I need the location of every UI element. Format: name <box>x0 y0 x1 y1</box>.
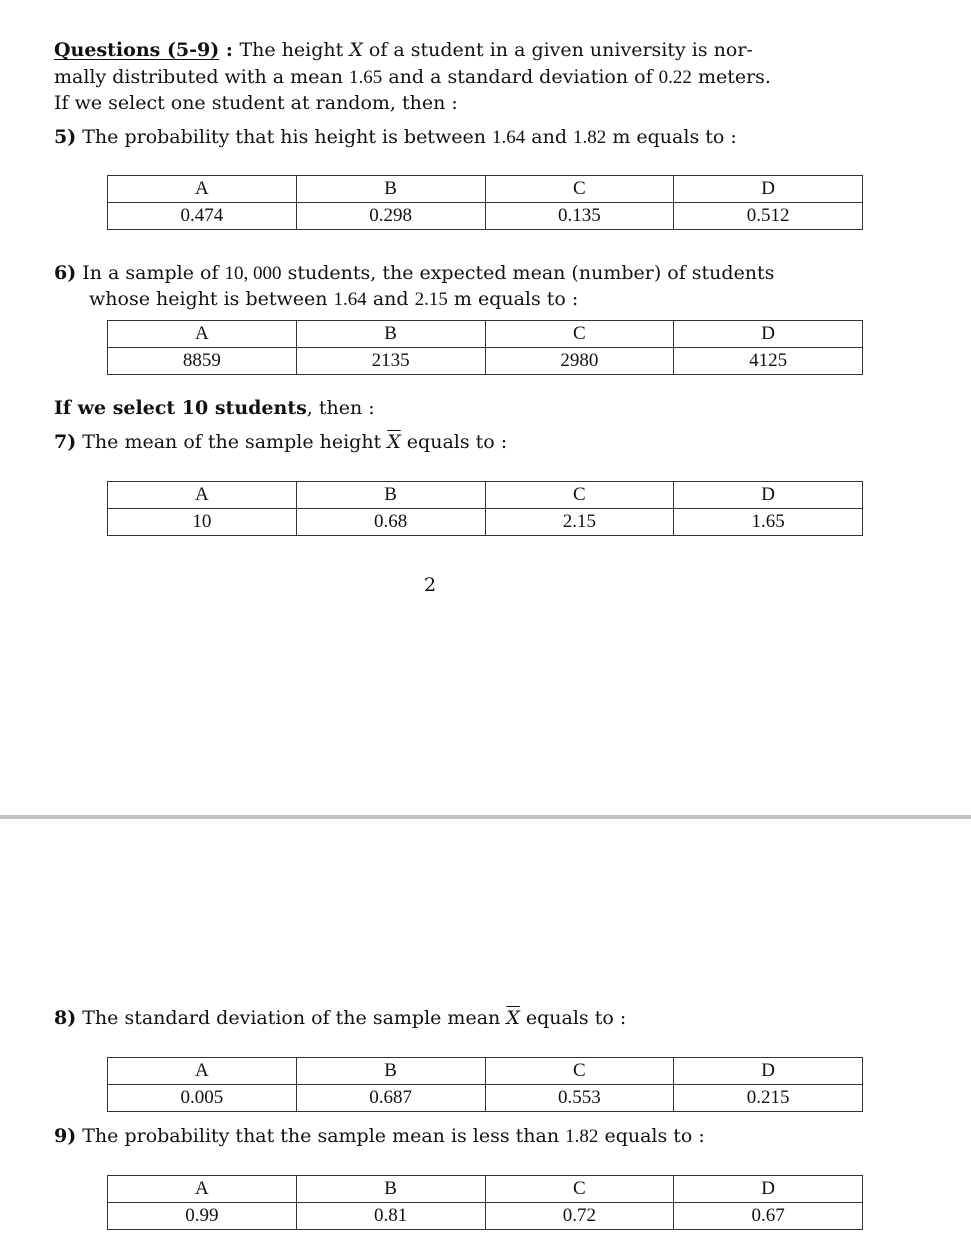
table-header-row <box>108 1176 863 1203</box>
option-d-header: D <box>674 1176 863 1203</box>
option-b-value: 2135 <box>296 348 485 375</box>
page-number: 2 <box>424 574 437 596</box>
option-b-value: 0.687 <box>296 1085 485 1112</box>
option-a-header: A <box>108 482 297 509</box>
intro-line-2: mally distributed with a mean 1.65 and a standard deviation of 0.22 meters. <box>54 66 771 88</box>
option-b-header: B <box>296 321 485 348</box>
option-b-header: B <box>296 1058 485 1085</box>
question-6-line-2: whose height is between 1.64 and 2.15 m equals to : <box>89 288 579 310</box>
option-d-header: D <box>674 1058 863 1085</box>
table-header-row <box>108 321 863 348</box>
option-c-value: 0.72 <box>485 1203 674 1230</box>
intro-line-3: If we select one student at random, then : <box>54 92 458 114</box>
option-a-value: 10 <box>108 509 297 536</box>
table-value-row <box>108 348 863 375</box>
answer-table-q7 <box>107 481 863 536</box>
option-c-header: C <box>485 482 674 509</box>
option-c-value: 0.135 <box>485 203 674 230</box>
question-7: 7) The mean of the sample height $\overline{X}$ equals to : <box>54 431 508 453</box>
option-a-header: A <box>108 1176 297 1203</box>
answer-table-q8 <box>107 1057 863 1112</box>
option-b-value: 0.81 <box>296 1203 485 1230</box>
table-header-row <box>108 482 863 509</box>
table-header-row <box>108 1058 863 1085</box>
question-5: 5) The probability that his height is between 1.64 and 1.82 m equals to : <box>54 126 737 148</box>
option-c-value: 2.15 <box>485 509 674 536</box>
option-c-value: 2980 <box>485 348 674 375</box>
option-b-header: B <box>296 1176 485 1203</box>
page-divider <box>0 815 971 819</box>
answer-table-q6 <box>107 320 863 375</box>
question-8: 8) The standard deviation of the sample mean $\overline{X}$ equals to : <box>54 1007 627 1029</box>
option-d-value: 0.512 <box>674 203 863 230</box>
option-d-value: 0.215 <box>674 1085 863 1112</box>
option-d-value: 4125 <box>674 348 863 375</box>
intro-line-1: Questions (5-9) : The height X of a student in a given university is nor- <box>54 39 753 61</box>
option-a-value: 0.99 <box>108 1203 297 1230</box>
answer-table-q5 <box>107 175 863 230</box>
option-c-value: 0.553 <box>485 1085 674 1112</box>
option-a-value: 8859 <box>108 348 297 375</box>
table-value-row <box>108 509 863 536</box>
option-a-value: 0.474 <box>108 203 297 230</box>
option-a-value: 0.005 <box>108 1085 297 1112</box>
option-d-header: D <box>674 176 863 203</box>
option-c-header: C <box>485 321 674 348</box>
option-b-header: B <box>296 482 485 509</box>
option-b-value: 0.68 <box>296 509 485 536</box>
option-b-header: B <box>296 176 485 203</box>
question-9: 9) The probability that the sample mean is less than 1.82 equals to : <box>54 1125 705 1147</box>
option-c-header: C <box>485 1176 674 1203</box>
option-a-header: A <box>108 1058 297 1085</box>
questions-heading: Questions (5-9) <box>54 39 220 61</box>
table-header-row <box>108 176 863 203</box>
sample-intro: If we select 10 students, then : <box>54 397 375 419</box>
option-c-header: C <box>485 1058 674 1085</box>
option-d-value: 0.67 <box>674 1203 863 1230</box>
table-value-row <box>108 1203 863 1230</box>
option-d-header: D <box>674 482 863 509</box>
option-c-header: C <box>485 176 674 203</box>
question-6-line-1: 6) In a sample of 10, 000 students, the expected mean (number) of students <box>54 262 775 284</box>
option-b-value: 0.298 <box>296 203 485 230</box>
option-d-header: D <box>674 321 863 348</box>
answer-table-q9 <box>107 1175 863 1230</box>
option-d-value: 1.65 <box>674 509 863 536</box>
table-value-row <box>108 1085 863 1112</box>
option-a-header: A <box>108 176 297 203</box>
table-value-row <box>108 203 863 230</box>
option-a-header: A <box>108 321 297 348</box>
